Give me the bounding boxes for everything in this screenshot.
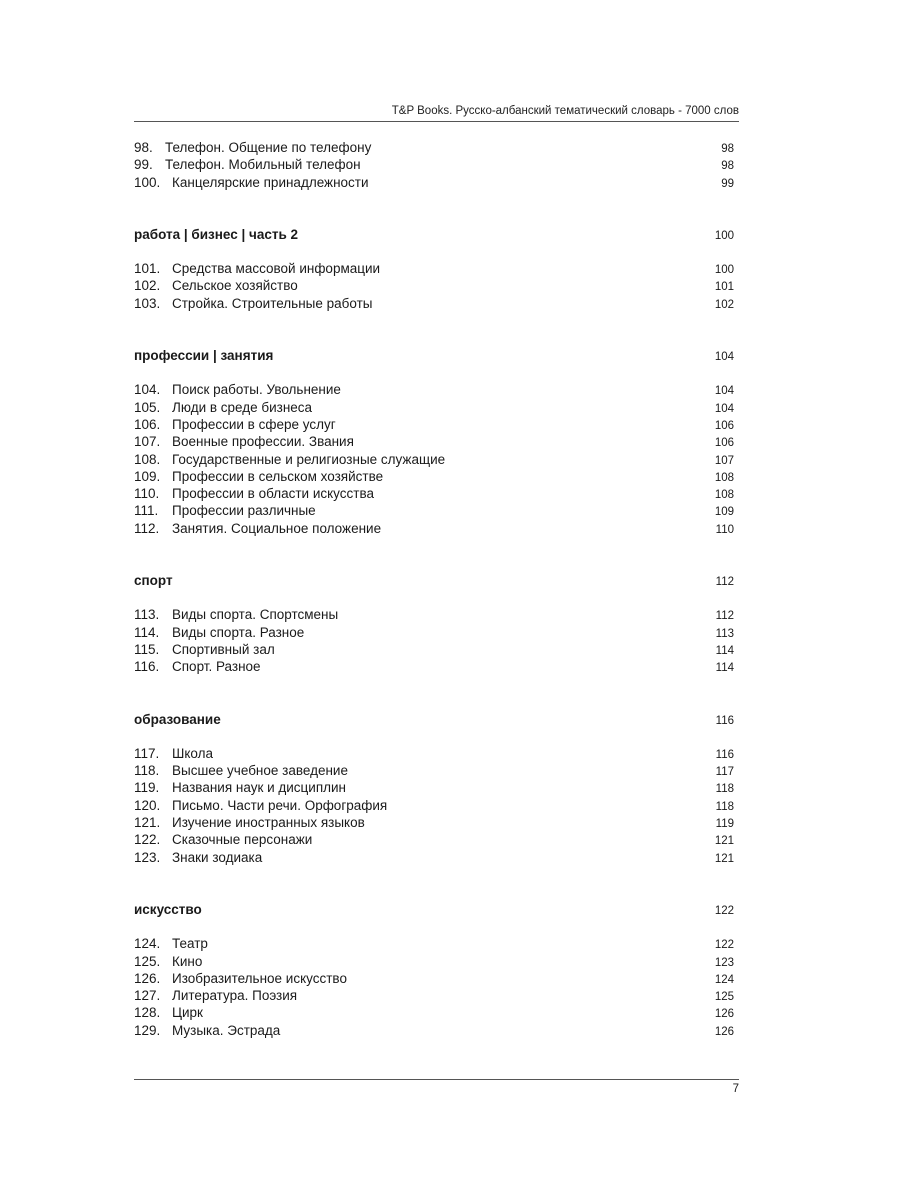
entry-page: 116 [715, 748, 734, 761]
toc-entry[interactable] [134, 1022, 734, 1039]
toc-entry[interactable] [134, 745, 734, 762]
page-number: 7 [732, 1083, 739, 1095]
entry-title: Виды спорта. Спортсмены [172, 607, 339, 623]
entry-page: 108 [714, 471, 734, 484]
entry-number: 98. [134, 140, 153, 155]
toc-entry[interactable] [134, 156, 734, 173]
entry-number: 113. [134, 607, 160, 623]
entry-title: Средства массовой информации [172, 261, 381, 277]
entry-title: Литература. Поэзия [172, 988, 298, 1004]
entry-title: Канцелярские принадлежности [172, 174, 369, 190]
entry-title: Телефон. Общение по телефону [165, 140, 372, 155]
entry-page: 100 [714, 264, 734, 277]
entry-number: 109. [134, 468, 161, 484]
entry-title: Сельское хозяйство [172, 278, 298, 294]
entry-page: 114 [715, 662, 734, 675]
entry-title: Спортивный зал [172, 641, 275, 657]
entry-number: 107. [134, 434, 161, 450]
entry-page: 106 [714, 419, 734, 432]
table-of-contents [134, 139, 734, 1039]
section-page: 122 [714, 904, 734, 917]
toc-entry[interactable] [134, 451, 734, 468]
toc-entry[interactable] [134, 381, 734, 398]
entry-number: 116. [134, 659, 160, 675]
section-heading[interactable] [134, 572, 734, 589]
toc-entry[interactable] [134, 295, 734, 312]
toc-entry[interactable] [134, 260, 734, 277]
entry-title: Люди в среде бизнеса [172, 399, 313, 415]
entry-title: Названия наук и дисциплин [172, 780, 347, 796]
entry-number: 115. [134, 641, 160, 657]
entry-title: Профессии различные [172, 503, 316, 519]
entry-title: Стройка. Строительные работы [172, 295, 373, 311]
toc-entry[interactable] [134, 658, 734, 675]
entry-page: 114 [715, 644, 734, 657]
entry-number: 118. [134, 763, 160, 779]
toc-entry[interactable] [134, 987, 734, 1004]
entry-page: 122 [714, 939, 734, 952]
entry-page: 110 [715, 523, 734, 536]
entry-number: 114. [134, 624, 160, 640]
section-title: работа | бизнес | часть 2 [134, 226, 299, 242]
entry-title: Письмо. Части речи. Орфография [172, 797, 388, 813]
entry-title: Цирк [172, 1005, 203, 1021]
entry-number: 102. [134, 278, 161, 294]
entry-number: 99. [134, 157, 153, 173]
entry-title: Спорт. Разное [172, 659, 261, 675]
entry-title: Поиск работы. Увольнение [172, 382, 341, 398]
entry-page: 98 [721, 143, 734, 155]
toc-entry[interactable] [134, 174, 734, 191]
toc-entry[interactable] [134, 139, 734, 156]
section-title: спорт [134, 573, 173, 589]
entry-page: 107 [714, 454, 734, 467]
entry-page: 123 [714, 956, 734, 969]
section-heading[interactable] [134, 226, 734, 243]
toc-entry[interactable] [134, 970, 734, 987]
entry-number: 110. [134, 486, 160, 502]
entry-number: 112. [134, 520, 160, 536]
entry-page: 112 [715, 610, 734, 623]
toc-entry[interactable] [134, 416, 734, 433]
toc-entry[interactable] [134, 849, 734, 866]
toc-entry[interactable] [134, 779, 734, 796]
section-title: профессии | занятия [134, 348, 274, 364]
section-page: 112 [715, 576, 734, 589]
toc-entry[interactable] [134, 502, 734, 519]
section-title: образование [134, 711, 221, 727]
entry-title: Изучение иностранных языков [172, 815, 365, 831]
running-header: T&P Books. Русско-албанский тематический словарь - 7000 слов [391, 105, 739, 117]
entry-page: 113 [715, 627, 734, 640]
entry-number: 123. [134, 849, 161, 865]
entry-number: 108. [134, 451, 161, 467]
entry-page: 108 [714, 489, 734, 502]
entry-number: 128. [134, 1005, 161, 1021]
entry-page: 101 [714, 281, 734, 294]
entry-page: 118 [715, 783, 734, 796]
entry-page: 104 [714, 385, 734, 398]
section-title: искусство [134, 901, 202, 917]
entry-number: 106. [134, 416, 161, 432]
entry-page: 125 [714, 991, 734, 1004]
toc-entry[interactable] [134, 1004, 734, 1021]
toc-entry[interactable] [134, 831, 734, 848]
entry-number: 101. [134, 261, 161, 277]
section-heading[interactable] [134, 901, 734, 918]
entry-number: 100. [134, 174, 161, 190]
entry-number: 121. [134, 815, 161, 831]
toc-entry[interactable] [134, 399, 734, 416]
toc-entry[interactable] [134, 606, 734, 623]
entry-page: 117 [715, 766, 734, 779]
entry-number: 104. [134, 382, 161, 398]
entry-number: 124. [134, 936, 161, 952]
entry-page: 126 [714, 1025, 734, 1038]
entry-title: Изобразительное искусство [172, 970, 347, 986]
toc-entry[interactable] [134, 953, 734, 970]
toc-entry[interactable] [134, 935, 734, 952]
footer-divider [134, 1079, 739, 1080]
toc-entry[interactable] [134, 624, 734, 641]
entry-title: Профессии в сельском хозяйстве [172, 468, 384, 484]
entry-title: Театр [172, 936, 208, 952]
entry-number: 117. [134, 745, 160, 761]
entry-title: Государственные и религиозные служащие [172, 451, 446, 467]
entry-page: 124 [714, 973, 734, 986]
entry-number: 111. [134, 503, 159, 519]
entry-title: Виды спорта. Разное [172, 624, 305, 640]
toc-entry[interactable] [134, 277, 734, 294]
toc-entry[interactable] [134, 762, 734, 779]
toc-entry[interactable] [134, 797, 734, 814]
entry-page: 121 [714, 852, 734, 865]
toc-entry[interactable] [134, 520, 734, 537]
entry-number: 103. [134, 295, 161, 311]
toc-entry[interactable] [134, 433, 734, 450]
section-heading[interactable] [134, 347, 734, 364]
entry-number: 105. [134, 399, 161, 415]
entry-title: Школа [172, 745, 214, 761]
entry-title: Профессии в сфере услуг [172, 416, 336, 432]
entry-title: Профессии в области искусства [172, 486, 374, 502]
header-divider [134, 121, 739, 122]
entry-number: 120. [134, 797, 161, 813]
entry-number: 122. [134, 832, 161, 848]
entry-title: Кино [172, 953, 203, 969]
entry-page: 119 [715, 818, 734, 831]
entry-page: 98 [721, 160, 734, 173]
entry-number: 129. [134, 1022, 161, 1038]
entry-title: Музыка. Эстрада [172, 1022, 281, 1038]
entry-title: Знаки зодиака [172, 849, 263, 865]
entry-page: 118 [715, 800, 734, 813]
section-page: 104 [714, 351, 734, 364]
entry-title: Занятия. Социальное положение [172, 520, 382, 536]
section-page: 116 [715, 714, 734, 727]
toc-entry[interactable] [134, 641, 734, 658]
toc-entry[interactable] [134, 485, 734, 502]
entry-number: 127. [134, 988, 161, 1004]
entry-title: Сказочные персонажи [172, 832, 313, 848]
toc-entry[interactable] [134, 814, 734, 831]
entry-number: 119. [134, 780, 160, 796]
entry-page: 126 [714, 1008, 734, 1021]
section-page: 100 [714, 229, 734, 242]
entry-number: 125. [134, 953, 161, 969]
entry-page: 104 [714, 402, 734, 415]
entry-page: 121 [714, 835, 734, 848]
entry-title: Телефон. Мобильный телефон [165, 157, 361, 173]
entry-page: 109 [714, 506, 734, 519]
toc-entry[interactable] [134, 468, 734, 485]
entry-title: Высшее учебное заведение [172, 763, 348, 779]
section-heading[interactable] [134, 711, 734, 728]
entry-page: 106 [714, 437, 734, 450]
entry-number: 126. [134, 970, 161, 986]
entry-page: 102 [714, 298, 734, 311]
entry-title: Военные профессии. Звания [172, 434, 354, 450]
entry-page: 99 [721, 177, 734, 190]
